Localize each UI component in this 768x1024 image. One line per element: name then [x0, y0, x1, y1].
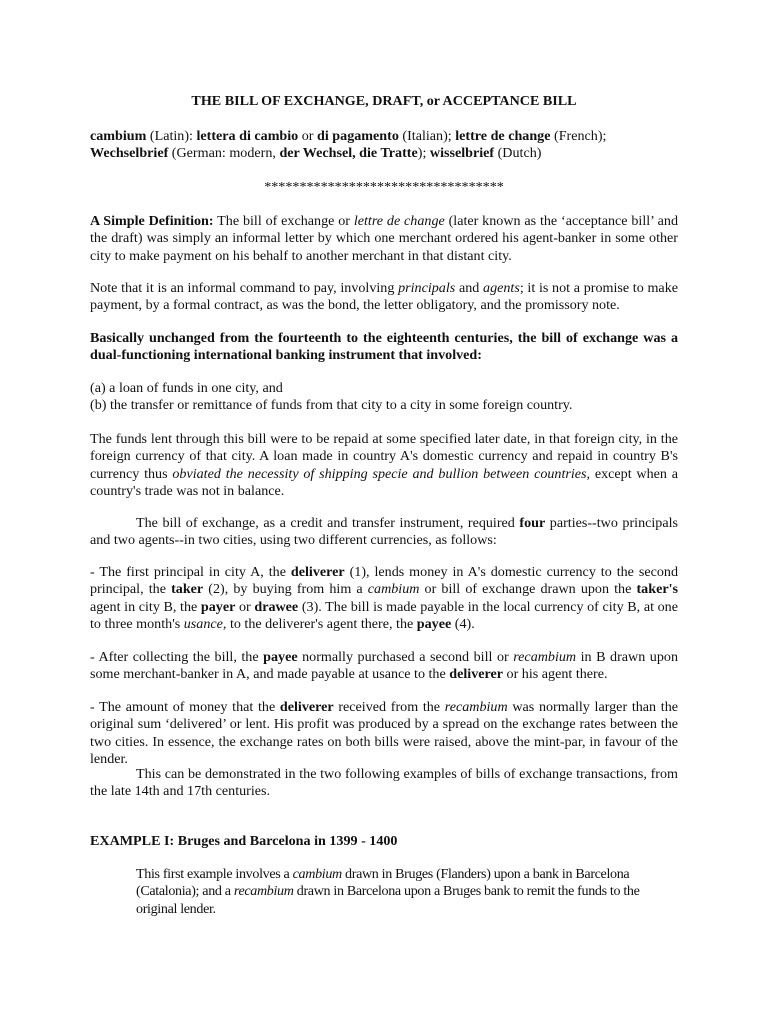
simple-definition-paragraph: A Simple Definition: The bill of exchange or lettre de change (later known as the ‘acceptance bill’ and the draft) was simply an informal letter by which one merchant ordered his agent-banker in some other city to make payment on his behalf to another merchant in that distant city.: [90, 213, 679, 264]
note-paragraph: Note that it is an informal command to pay, involving principals and agents; it is not a promise to make payment, by a formal contract, as was the bond, the letter obligatory, and the promissory note.: [90, 280, 678, 314]
term-italian-2: di pagamento: [317, 128, 399, 144]
simple-definition-label: A Simple Definition:: [90, 213, 214, 229]
term-german-2: der Wechsel, die Tratte: [279, 145, 418, 162]
funds-paragraph: The funds lent through this bill were to be repaid at some specified later date, in that foreign city, in the foreign currency of that city. A loan made in country A's domestic currency and repaid in country B's currency thus obviated the necessity of shipping specie and bullion between countries, except when a country's trade was not in balance.: [90, 431, 678, 500]
parties-paragraph: The bill of exchange, as a credit and transfer instrument, required four parties--two principals and two agents--in two cities, using two different currencies, as follows:: [90, 515, 678, 549]
document-title: THE BILL OF EXCHANGE, DRAFT, or ACCEPTANCE BILL: [191, 93, 577, 109]
term-latin: cambium: [90, 128, 147, 144]
list-item-b: (b) the transfer or remittance of funds from that city to a city in some foreign country.: [90, 397, 573, 413]
example-heading: EXAMPLE I: Bruges and Barcelona in 1399 - 1400: [90, 833, 398, 849]
term-dutch: wisselbrief: [429, 145, 495, 162]
term-italian-1: lettera di cambio: [196, 128, 299, 144]
term-german: Wechselbrief: [90, 145, 169, 162]
amount-paragraph: - The amount of money that the deliverer received from the recambium was normally larger than the original sum ‘delivered’ or lent. His profit was produced by a spread on the exchange rates between the two cities. In essence, the exchange rates on both bills were raised, above the mint-par, in favour of the lender.: [90, 699, 678, 768]
demonstration-paragraph: This can be demonstrated in the two following examples of bills of exchange transactions, from the late 14th and 17th centuries.: [90, 766, 678, 800]
basically-paragraph: Basically unchanged from the fourteenth to the eighteenth centuries, the bill of exchange was a dual-functioning international banking instrument that involved:: [90, 330, 678, 364]
list-item-a: (a) a loan of funds in one city, and: [90, 380, 283, 396]
example-paragraph: This first example involves a cambium drawn in Bruges (Flanders) upon a bank in Barcelona (Catalonia); and a recambium drawn in Barcelona upon a Bruges bank to remit the funds to the original lender.: [136, 866, 640, 917]
names-paragraph: cambium (Latin): lettera di cambio or di pagamento (Italian); lettre de change (French); Wechselbrief (German: modern, der Wechsel, die Tratte); wisselbrief (Dutch): [90, 128, 607, 162]
first-principal-paragraph: - The first principal in city A, the deliverer (1), lends money in A's domestic currency to the second principal, the taker (2), by buying from him a cambium or bill of exchange drawn upon the taker's agent in city B, the payer or drawee (3). The bill is made payable in the local currency of city B, at one to three month's usance, to the deliverer's agent there, the payee (4).: [90, 564, 678, 633]
separator: **********************************: [264, 179, 504, 195]
term-french: lettre de change: [455, 128, 551, 144]
after-collecting-paragraph: - After collecting the bill, the payee normally purchased a second bill or recambium in B drawn upon some merchant-banker in A, and made payable at usance to the deliverer or his agent there.: [90, 649, 678, 683]
